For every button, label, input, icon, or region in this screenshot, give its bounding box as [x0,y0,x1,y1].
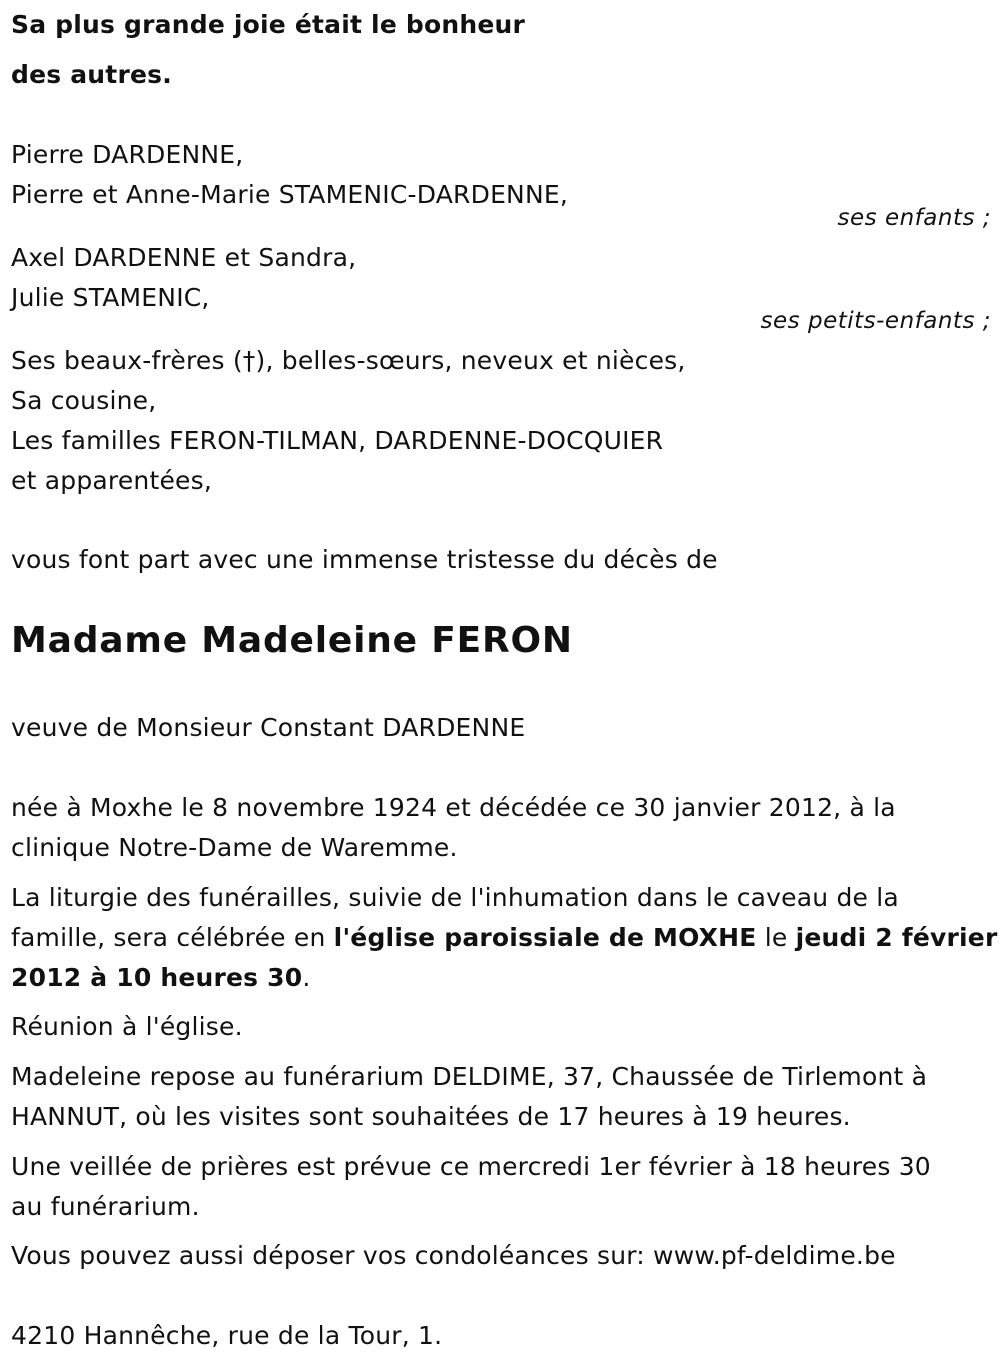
grandchild-name-1: Axel DARDENNE et Sandra, [11,243,357,272]
funeral-place: l'église paroissiale de MOXHE [333,923,757,952]
vigil-line-2: au funérarium. [11,1192,200,1221]
birth-death-line-1: née à Moxhe le 8 novembre 1924 et décédée ce 30 janvier 2012, à la [11,793,896,822]
address-text: 4210 Hannêche, rue de la Tour, 1. [11,1321,443,1350]
grandchildren-role: ses petits-enfants ; [760,308,991,334]
child-name-2: Pierre et Anne-Marie STAMENIC-DARDENNE, [11,180,569,209]
birth-death-line-2: clinique Notre-Dame de Waremme. [11,833,458,862]
funeral-text-b: le [756,923,796,952]
epigraph-line-1: Sa plus grande joie était le bonheur [11,10,526,39]
relatives-line-2: Sa cousine, [11,386,157,415]
deceased-name: Madame Madeleine FERON [11,620,573,661]
relatives-line-4: et apparentées, [11,466,212,495]
grandchild-name-2: Julie STAMENIC, [11,283,210,312]
funeral-date-part-2: 2012 à 10 heures 30 [11,963,303,992]
relatives-line-1: Ses beaux-frères (†), belles-sœurs, neveux et nièces, [11,346,686,375]
rest-line-2: HANNUT, où les visites sont souhaitées de 17 heures à 19 heures. [11,1102,851,1131]
epigraph-line-2: des autres. [11,60,172,89]
children-role: ses enfants ; [837,205,991,231]
funeral-line-1: La liturgie des funérailles, suivie de l'inhumation dans le caveau de la [11,883,899,912]
meeting-text: Réunion à l'église. [11,1012,243,1041]
relatives-line-3: Les familles FERON-TILMAN, DARDENNE-DOCQUIER [11,426,664,455]
funeral-end-period: . [302,963,311,992]
widow-of-text: veuve de Monsieur Constant DARDENNE [11,713,526,742]
condolences-text: Vous pouvez aussi déposer vos condoléances sur: www.pf-deldime.be [11,1241,896,1270]
vigil-line-1: Une veillée de prières est prévue ce mercredi 1er février à 18 heures 30 [11,1152,931,1181]
announcement-text: vous font part avec une immense tristesse du décès de [11,545,718,574]
funeral-date-part-1: jeudi 2 février [795,923,998,952]
funeral-line-3 [11,958,311,998]
funeral-line-2 [11,918,998,958]
child-name-1: Pierre DARDENNE, [11,140,244,169]
rest-line-1: Madeleine repose au funérarium DELDIME, 37, Chaussée de Tirlemont à [11,1062,928,1091]
funeral-text-a: famille, sera célébrée en [11,923,334,952]
